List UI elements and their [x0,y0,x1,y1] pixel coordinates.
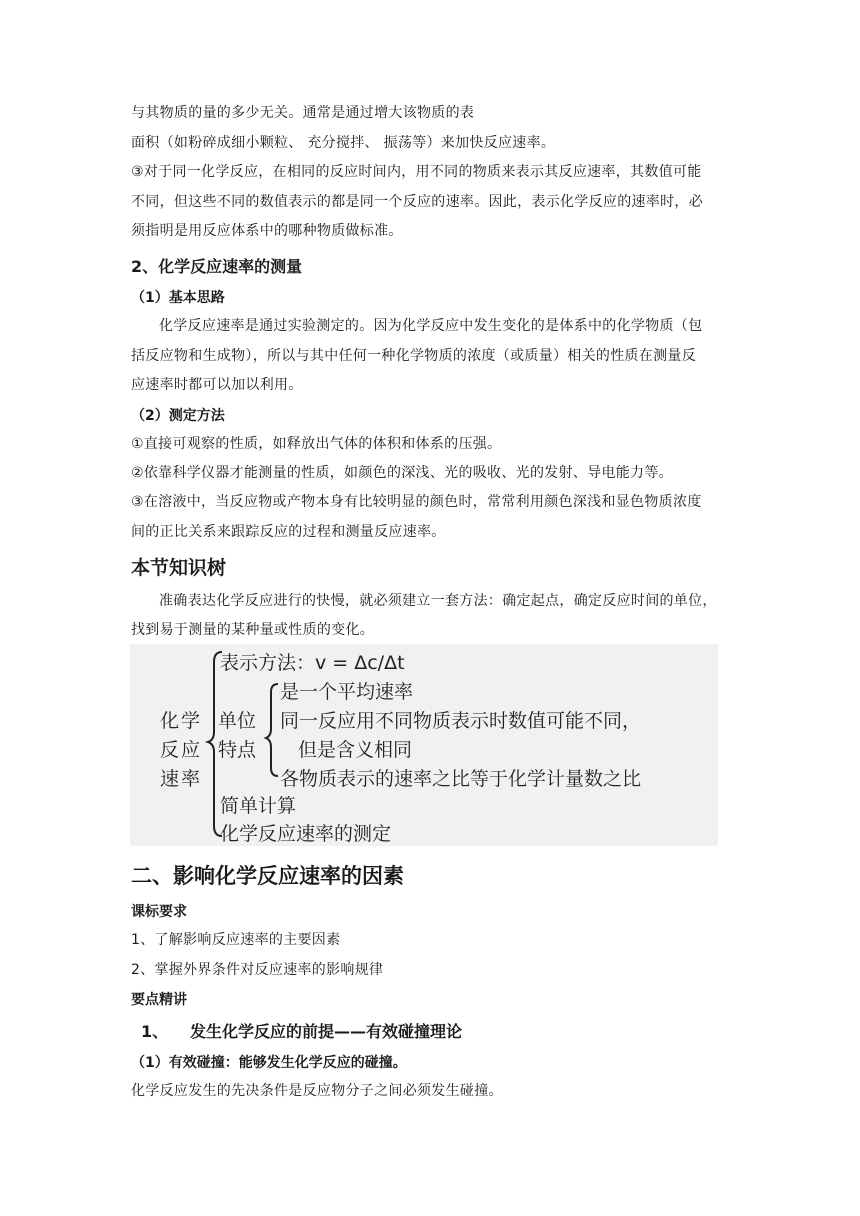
list-item: ②依靠科学仪器才能测量的性质，如颜色的深浅、光的吸收、光的发射、导电能力等。 [131,465,673,481]
tree-root-label: 速率 [160,768,203,790]
tree-feature-item: 是一个平均速率 [280,681,414,703]
paragraph-line: 与其物质的量的多少无关。通常是通过增大该物质的表 [131,105,475,121]
paragraph-line: 找到易于测量的某种量或性质的变化。 [131,622,375,638]
subheading-basic-idea: （1）基本思路 [131,290,225,306]
heading-knowledge-tree: 本节知识树 [131,557,227,579]
heading-section-two: 二、影响化学反应速率的因素 [131,864,404,888]
paragraph-line: 不同，但这些不同的数值表示的都是同一个反应的速率。因此，表示化学反应的速率时，必 [131,194,703,210]
section-heading-measure: 2、化学反应速率的测量 [131,257,303,276]
tree-measure: 化学反应速率的测定 [220,823,392,845]
key-point-title: 发生化学反应的前提——有效碰撞理论 [190,1022,463,1041]
paragraph-line: 化学反应发生的先决条件是反应物分子之间必须发生碰撞。 [131,1083,503,1099]
list-item: 2、掌握外界条件对反应速率的影响规律 [131,962,384,978]
subheading-method: （2）测定方法 [131,408,225,424]
paragraph-line: 应速率时都可以加以利用。 [131,377,303,393]
tree-formula: 表示方法：v = Δc/Δt [220,652,405,674]
paragraph-line: 准确表达化学反应进行的快慢，就必须建立一套方法：确定起点，确定反应时间的单位， [159,593,717,609]
tree-feature-item: 同一反应用不同物质表示时数值可能不同， [280,710,642,732]
subheading-effective-collision: （1）有效碰撞：能够发生化学反应的碰撞。 [131,1055,407,1071]
feature-brace [266,684,278,776]
tree-calc: 简单计算 [220,795,297,817]
paragraph-line: 面积（如粉碎成细小颗粒、 充分搅拌、 振荡等）来加快反应速率。 [131,135,556,151]
paragraph-line: 化学反应速率是通过实验测定的。因为化学反应中发生变化的是体系中的化学物质（包 [159,318,703,334]
list-item: ①直接可观察的性质，如释放出气体的体积和体系的压强。 [131,436,502,452]
tree-root-label: 反应 [160,739,203,761]
paragraph-line: 括反应物和生成物），所以与其中任何一种化学物质的浓度（或质量）相关的性质在测量反 [131,348,696,364]
heading-standards: 课标要求 [131,904,187,920]
tree-root-label: 化学 [160,710,203,732]
tree-feature-item: 但是含义相同 [298,739,413,761]
knowledge-tree-diagram [130,644,718,846]
tree-feature: 特点 [218,739,257,761]
tree-feature-item: 各物质表示的速率之比等于化学计量数之比 [280,768,642,790]
heading-key-points: 要点精讲 [131,992,187,1008]
key-point-number: 1、 [141,1022,169,1041]
list-item: 间的正比关系来跟踪反应的过程和测量反应速率。 [131,524,446,540]
list-item: 1、了解影响反应速率的主要因素 [131,932,341,948]
paragraph-line: 须指明是用反应体系中的哪种物质做标准。 [131,223,403,239]
paragraph-line: ③对于同一化学反应，在相同的反应时间内，用不同的物质来表示其反应速率，其数值可能 [131,164,702,180]
tree-unit: 单位 [218,710,257,732]
list-item: ③在溶液中，当反应物或产物本身有比较明显的颜色时，常常利用颜色深浅和显色物质浓度 [131,494,702,510]
